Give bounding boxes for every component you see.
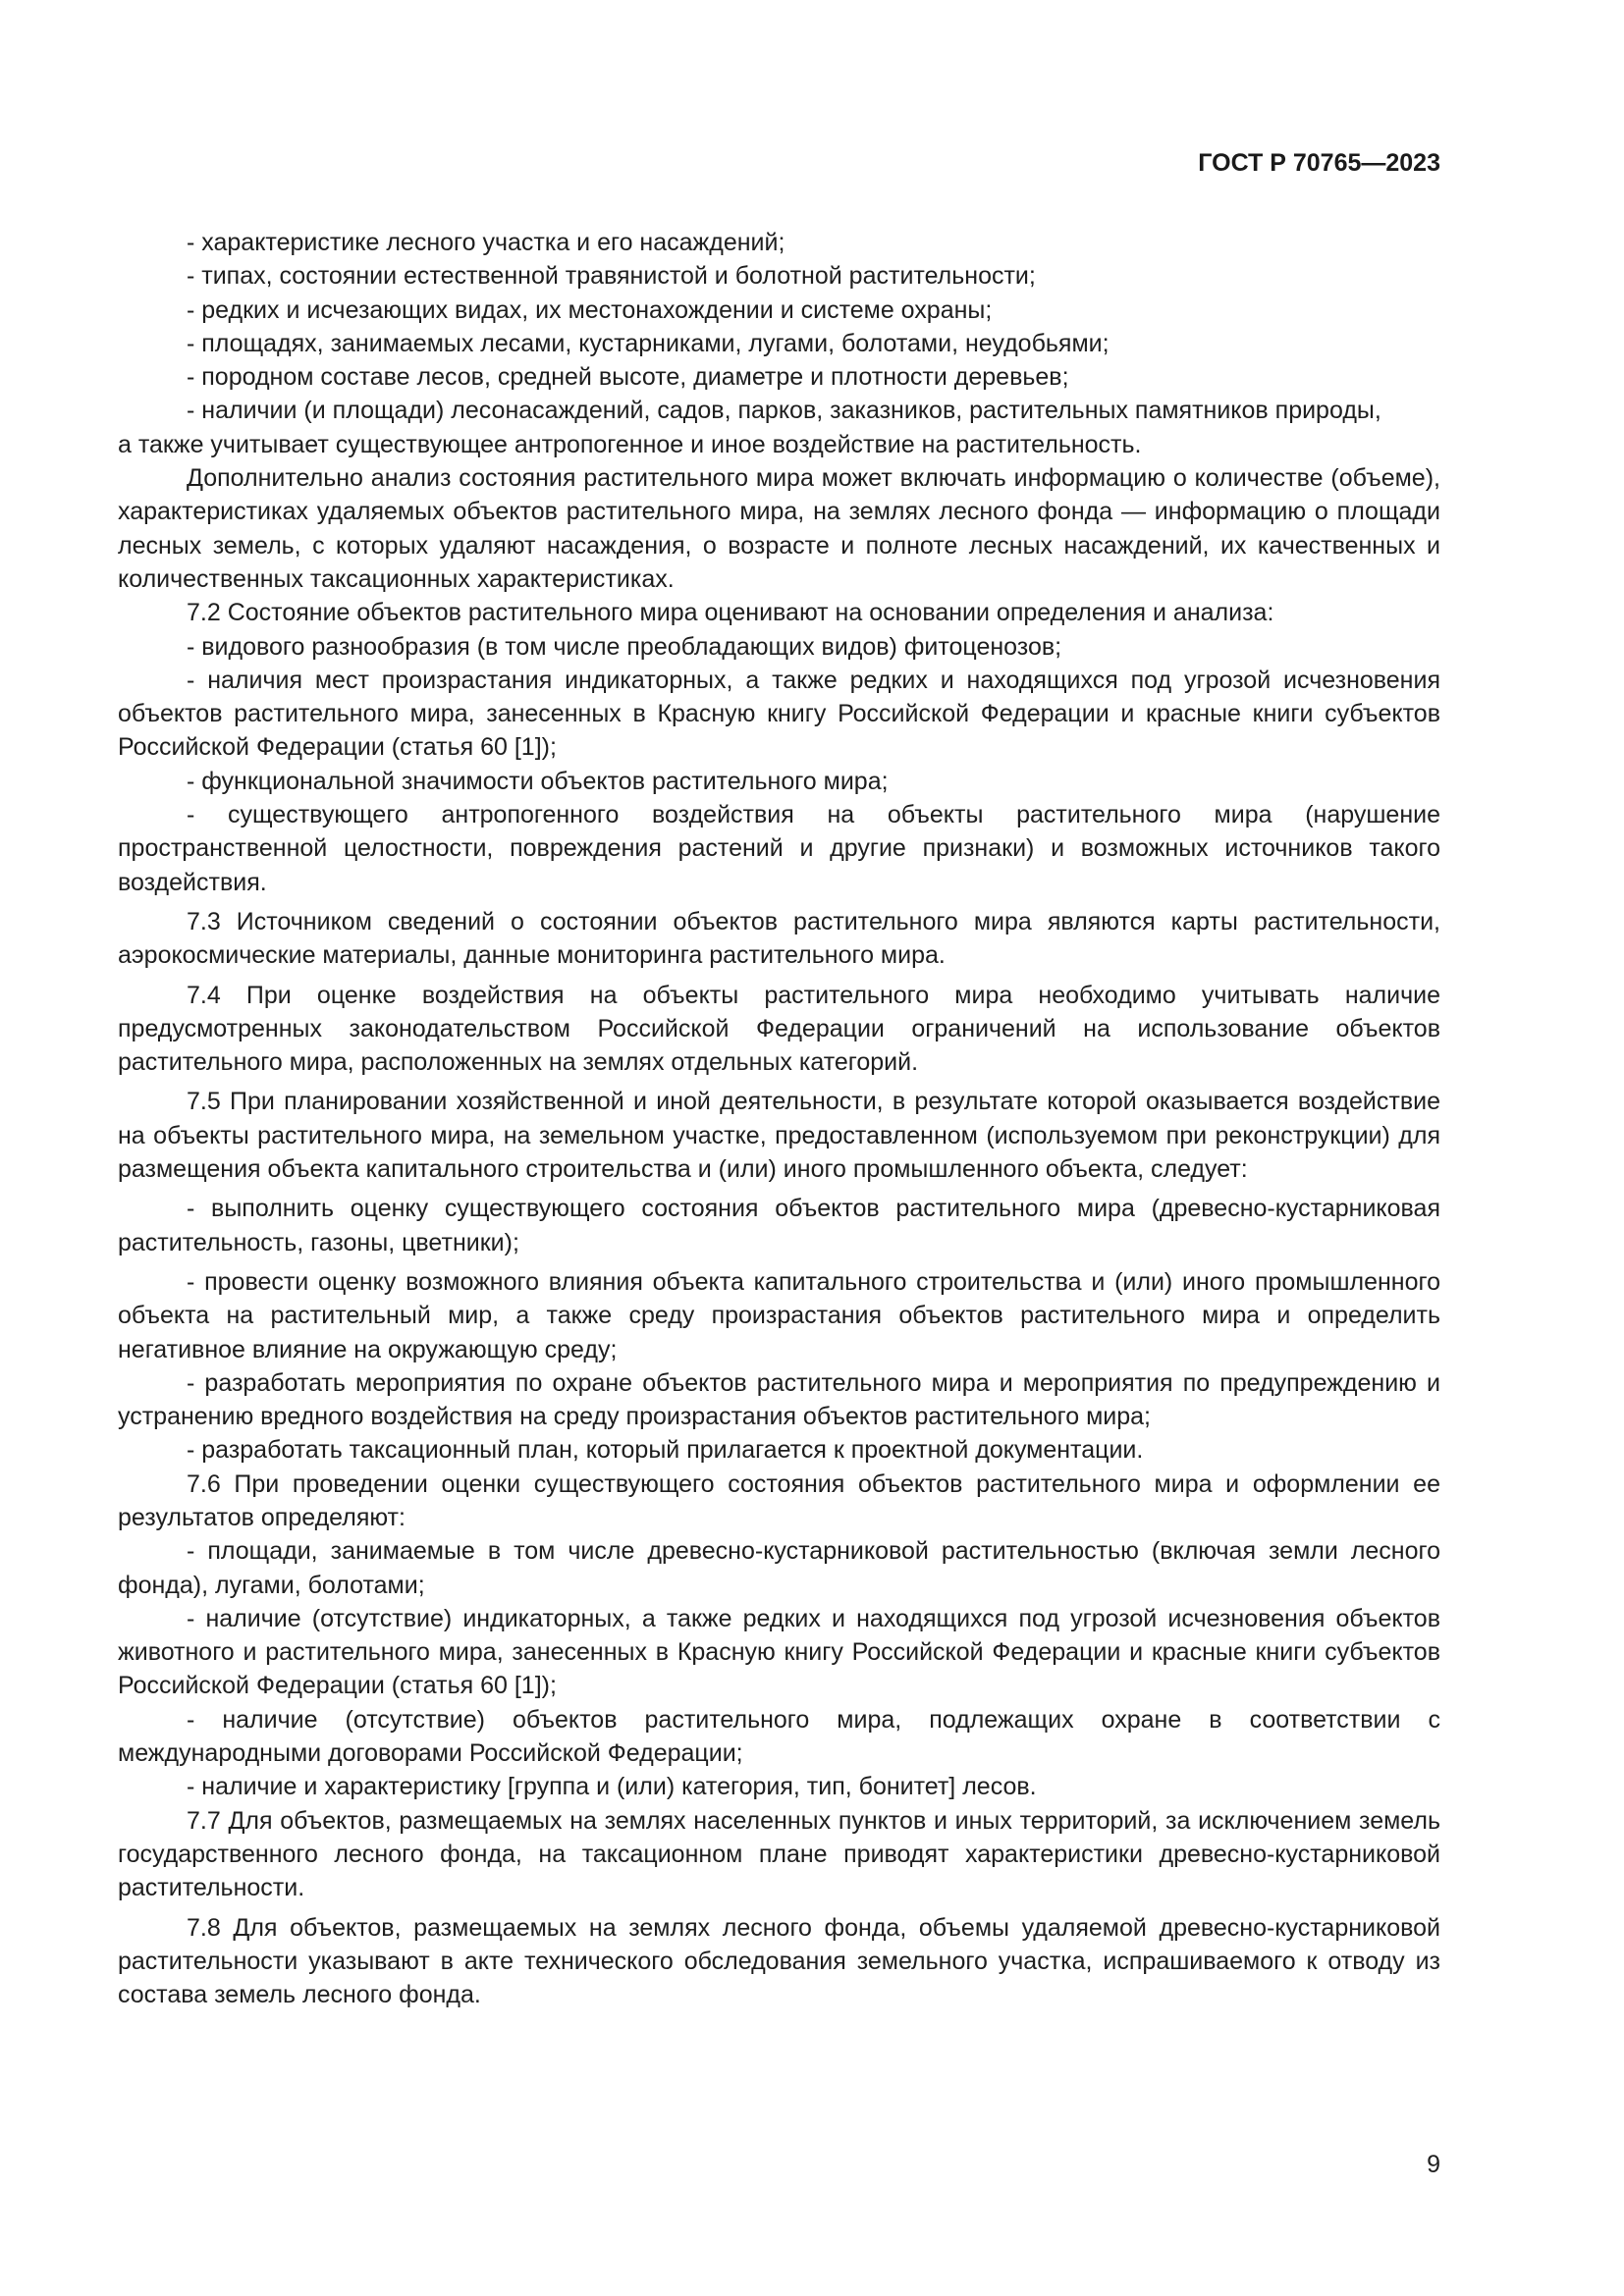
list-item: - площади, занимаемые в том числе древесно-кустарниковой растительностью (включая земли лесного фонда), лугами, болотами; bbox=[118, 1537, 1440, 1599]
clause-7-3: 7.3 Источником сведений о состоянии объектов растительного мира являются карты растительности, аэрокосмические материалы, данные мониторинга растительного мира. bbox=[118, 907, 1440, 970]
list-item: - выполнить оценку существующего состояния объектов растительного мира (древесно-кустарниковая растительность, газоны, цветники); bbox=[118, 1195, 1440, 1256]
page-number: 9 bbox=[1427, 2151, 1440, 2178]
list-item: - провести оценку возможного влияния объекта капитального строительства и (или) иного промышленного объекта на растительный мир, а также среду произрастания объектов растительного мира и определить негативное влияние на окружающую среду; bbox=[118, 1267, 1440, 1363]
list-item: - существующего антропогенного воздействия на объекты растительного мира (нарушение пространственной целостности, повреждения растений и другие признаки) и возможных источников такого воздействия. bbox=[118, 801, 1440, 896]
list-item: - площадях, занимаемых лесами, кустарниками, лугами, болотами, неудобьями; bbox=[187, 329, 1110, 357]
list-item: - наличия мест произрастания индикаторных, а также редких и находящихся под угрозой исчезновения объектов растительного мира, занесенных в Красную книгу Российской Федерации и красные книги субъектов Российской Федерации (статья 60 [1]); bbox=[118, 666, 1440, 762]
clause-7-7: 7.7 Для объектов, размещаемых на землях населенных пунктов и иных территорий, за исключением земель государственного лесного фонда, на таксационном плане приводят характеристики древесно-кустарниковой растительности. bbox=[118, 1806, 1440, 1902]
list-item: - породном составе лесов, средней высоте, диаметре и плотности деревьев; bbox=[187, 363, 1069, 392]
clause-7-6: 7.6 При проведении оценки существующего состояния объектов растительного мира и оформлении ее результатов определяют: bbox=[118, 1469, 1440, 1531]
clause-7-4: 7.4 При оценке воздействия на объекты растительного мира необходимо учитывать наличие предусмотренных законодательством Российской Федерации ограничений на использование объектов растительного мира, расположенных на землях отдельных категорий. bbox=[118, 981, 1440, 1077]
document-code: ГОСТ Р 70765—2023 bbox=[1198, 149, 1440, 177]
list-item: - функциональной значимости объектов растительного мира; bbox=[187, 767, 889, 795]
body-text bbox=[118, 226, 1440, 2011]
list-item: - разработать мероприятия по охране объектов растительного мира и мероприятия по предупреждению и устранению вредного воздействия на среду произрастания объектов растительного мира; bbox=[118, 1368, 1440, 1431]
list-item: - наличие и характеристику [группа и (или) категория, тип, бонитет] лесов. bbox=[187, 1773, 1037, 1801]
list-item: - видового разнообразия (в том числе преобладающих видов) фитоценозов; bbox=[187, 632, 1062, 661]
list-item: - характеристике лесного участка и его насаждений; bbox=[187, 229, 785, 256]
clause-7-8: 7.8 Для объектов, размещаемых на землях лесного фонда, объемы удаляемой древесно-кустарниковой растительности указывают в акте технического обследования земельного участка, испрашиваемого к отводу из состава земель лесного фонда. bbox=[118, 1913, 1440, 2009]
list-item: - разработать таксационный план, который прилагается к проектной документации. bbox=[187, 1436, 1144, 1465]
clause-7-2: 7.2 Состояние объектов растительного мира оценивают на основании определения и анализа: bbox=[187, 599, 1274, 627]
paragraph: а также учитывает существующее антропогенное и иное воздействие на растительность. bbox=[118, 430, 1142, 458]
list-item: - наличие (отсутствие) объектов растительного мира, подлежащих охране в соответствии с международными договорами Российской Федерации; bbox=[118, 1705, 1440, 1768]
clause-7-5: 7.5 При планировании хозяйственной и иной деятельности, в результате которой оказывается воздействие на объекты растительного мира, на земельном участке, предоставленном (используемом при реконструкции) для размещения объекта капитального строительства и (или) иного промышленного объекта, следует: bbox=[118, 1088, 1440, 1184]
list-item: - наличие (отсутствие) индикаторных, а также редких и находящихся под угрозой исчезновения объектов животного и растительного мира, занесенных в Красную книгу Российской Федерации и красные книги субъектов Российской Федерации (статья 60 [1]); bbox=[118, 1604, 1440, 1700]
list-item: - типах, состоянии естественной травянистой и болотной растительности; bbox=[187, 262, 1036, 291]
list-item: - редких и исчезающих видах, их местонахождении и системе охраны; bbox=[187, 295, 993, 324]
list-item: - наличии (и площади) лесонасаждений, садов, парков, заказников, растительных памятников природы, bbox=[187, 397, 1381, 425]
paragraph: Дополнительно анализ состояния растительного мира может включать информацию о количестве (объеме), характеристиках удаляемых объектов растительного мира, на землях лесного фонда — информацию о площади лесных земель, с которых удаляют насаждения, о возрасте и полноте лесных насаждений, их качественных и количественных таксационных характеристиках. bbox=[118, 464, 1440, 593]
